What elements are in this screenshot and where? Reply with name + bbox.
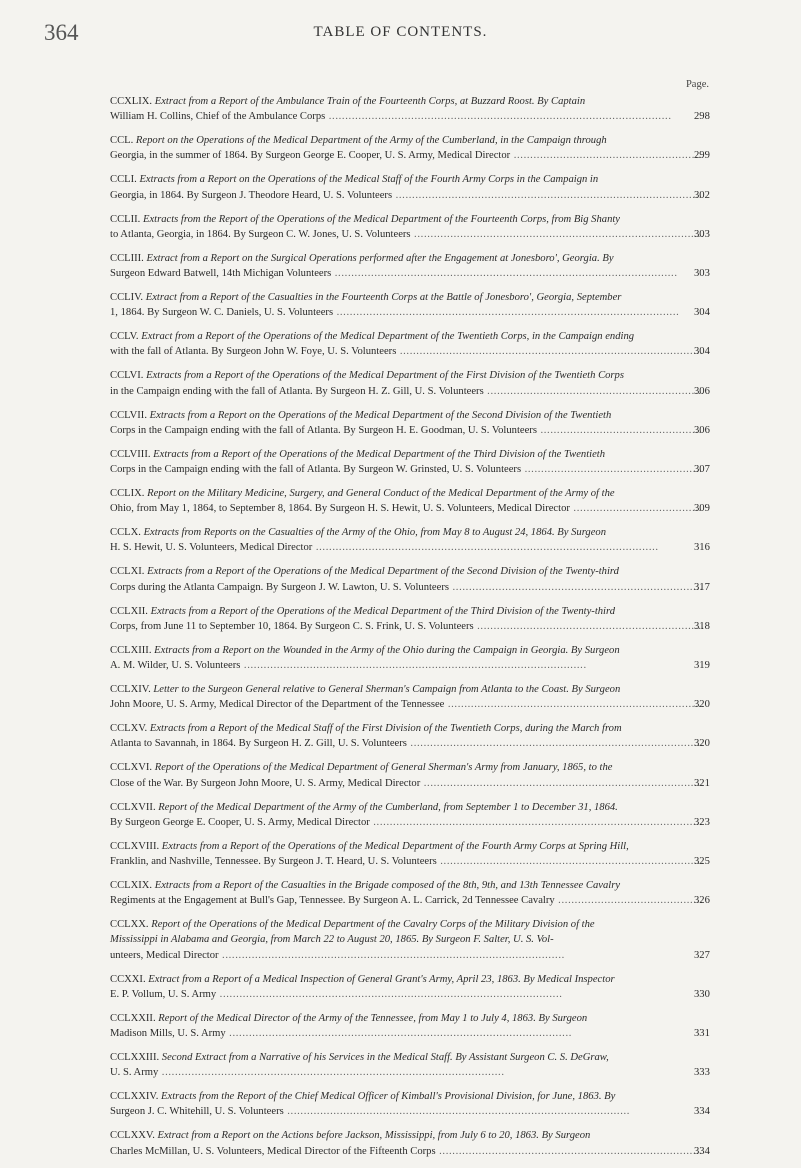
entry-number: CCLXX.: [110, 919, 149, 931]
entry-page-number: 304: [694, 346, 710, 358]
toc-entry: [110, 800, 710, 830]
toc-entry: [110, 1089, 710, 1119]
dot-leader: [414, 227, 703, 242]
entry-author-line: John Moore, U. S. Army, Medical Director of the Department of the Tennessee: [110, 699, 445, 711]
dot-leader: [287, 1104, 703, 1119]
dot-leader: [222, 948, 703, 963]
entry-number: CCLIV.: [110, 292, 144, 304]
entry-author-line: E. P. Vollum, U. S. Army: [110, 988, 217, 1000]
entry-page-number: 316: [694, 542, 710, 554]
entry-author-line: to Atlanta, Georgia, in 1864. By Surgeon C. W. Jones, U. S. Volunteers: [110, 228, 411, 240]
toc-entry: [110, 525, 710, 555]
toc-entry: [110, 172, 710, 202]
entry-author-line: Charles McMillan, U. S. Volunteers, Medical Director of the Fifteenth Corps: [110, 1145, 436, 1157]
entry-title-line: Extracts from a Report of the Operations of the Medical Department of the Fourth Army Corps at Spring Hill,: [161, 840, 629, 852]
entry-author-line: Georgia, in 1864. By Surgeon J. Theodore Heard, U. S. Volunteers: [110, 189, 393, 201]
toc-entry: [110, 408, 710, 438]
toc-entry: [110, 604, 710, 634]
toc-entry: [110, 290, 710, 320]
entry-author-line: Surgeon Edward Batwell, 14th Michigan Volunteers: [110, 268, 332, 280]
entry-title-line: Extracts from a Report of the Casualties in the Brigade composed of the 8th, 9th, and 13th Tennessee Cavalry: [154, 880, 621, 892]
entry-number: CCLV.: [110, 331, 139, 343]
toc-entry: [110, 1050, 710, 1080]
entry-title-line: Extracts from a Report on the Operations of the Medical Department of the Second Division of the Twentieth: [149, 409, 612, 421]
entry-title-line: Extract from a Report of the Casualties in the Fourteenth Corps at the Battle of Jonesboro', Georgia, September: [145, 292, 622, 304]
entry-title-line: Report of the Medical Department of the Army of the Cumberland, from September 1 to December 31, 1864.: [158, 801, 618, 813]
dot-leader: [161, 1065, 703, 1080]
entry-page-number: 327: [694, 949, 710, 961]
running-title: TABLE OF CONTENTS.: [313, 24, 488, 40]
entry-author-line: unteers, Medical Director: [110, 949, 219, 961]
dot-leader: [315, 540, 703, 555]
entry-title-line: Extracts from a Report of the Operations of the Medical Department of the Second Division of the Twenty-third: [147, 566, 619, 578]
entry-title-line: Report of the Medical Director of the Army of the Tennessee, from May 1 to July 4, 1863. By Surgeon: [158, 1012, 588, 1024]
page-number: 364: [44, 20, 79, 45]
dot-leader: [558, 893, 703, 908]
entry-page-number: 303: [694, 228, 710, 240]
entry-author-line: By Surgeon George E. Cooper, U. S. Army, Medical Director: [110, 816, 370, 828]
dot-leader: [395, 188, 703, 203]
entry-title-line: Extracts from a Report on the Operations of the Medical Staff of the Fourth Army Corps in the Campaign in: [139, 174, 599, 186]
toc-entry: [110, 486, 710, 516]
entry-author-line: Corps during the Atlanta Campaign. By Surgeon J. W. Lawton, U. S. Volunteers: [110, 581, 449, 593]
entry-page-number: 304: [694, 307, 710, 319]
page-column-label: Page.: [685, 79, 709, 90]
entry-page-number: 299: [694, 150, 710, 162]
dot-leader: [410, 736, 703, 751]
entry-author-line: U. S. Army: [110, 1067, 159, 1079]
entry-page-number: 320: [694, 699, 710, 711]
dot-leader: [334, 266, 703, 281]
entry-author-line: Corps, from June 11 to September 10, 1864. By Surgeon C. S. Frink, U. S. Volunteers: [110, 620, 474, 632]
dot-leader: [447, 697, 703, 712]
entry-title-line: Extract from a Report on the Surgical Operations performed after the Engagement at Jonesboro', Georgia. By: [146, 252, 614, 264]
entry-page-number: 303: [694, 268, 710, 280]
entry-author-line: Regiments at the Engagement at Bull's Gap, Tennessee. By Surgeon A. L. Carrick, 2d Tennessee Cavalry: [110, 895, 555, 907]
toc-entry: [110, 94, 710, 124]
entry-number: CCLXII.: [110, 605, 148, 617]
entry-number: CCLI.: [110, 174, 137, 186]
toc-entry: [110, 133, 710, 163]
toc-entry: [110, 878, 710, 908]
entry-page-number: 307: [694, 464, 710, 476]
entry-title-line: Extracts from a Report on the Wounded in the Army of the Ohio during the Campaign in Georgia. By Surgeon: [154, 644, 620, 656]
entry-page-number: 323: [694, 816, 710, 828]
entry-number: CCLXVIII.: [110, 840, 160, 852]
dot-leader: [423, 776, 703, 791]
entry-author-line: Corps in the Campaign ending with the fall of Atlanta. By Surgeon W. Grinsted, U. S. Volunteers: [110, 464, 522, 476]
entry-author-line: Corps in the Campaign ending with the fall of Atlanta. By Surgeon H. E. Goodman, U. S. Volunteers: [110, 424, 537, 436]
entry-title-line: Extracts from Reports on the Casualties of the Army of the Ohio, from May 8 to August 24, 1864. By Surgeon: [143, 527, 607, 539]
entry-number: CCLXIX.: [110, 880, 153, 892]
toc-entry: [110, 447, 710, 477]
entry-title-line: Mississippi in Alabama and Georgia, from March 22 to August 20, 1865. By Surgeon F. Salter, U. S. Vol-: [110, 934, 554, 946]
entry-page-number: 331: [694, 1028, 710, 1040]
entry-author-line: A. M. Wilder, U. S. Volunteers: [110, 660, 241, 672]
dot-leader: [452, 580, 703, 595]
entry-page-number: 334: [694, 1145, 710, 1157]
dot-leader: [399, 344, 703, 359]
dot-leader: [440, 854, 703, 869]
entry-title-line: Extracts from the Report of the Chief Medical Officer of Kimball's Provisional Division, for June, 1863. By: [161, 1091, 616, 1103]
entry-number: CCLXXIV.: [110, 1091, 159, 1103]
toc-entry: [110, 839, 710, 869]
entry-number: CCLVIII.: [110, 448, 151, 460]
entry-author-line: Surgeon J. C. Whitehill, U. S. Volunteers: [110, 1106, 284, 1118]
entry-title-line: Letter to the Surgeon General relative to General Sherman's Campaign from Atlanta to the Coast. By Surgeon: [153, 684, 621, 696]
entry-title-line: Extract from a Report of the Operations of the Medical Department of the Twentieth Corps, in the Campaign ending: [141, 331, 635, 343]
entry-number: CCLXIV.: [110, 684, 151, 696]
entry-page-number: 318: [694, 620, 710, 632]
entry-number: CCLXV.: [110, 723, 148, 735]
entry-number: CCLII.: [110, 213, 141, 225]
toc-entry: [110, 1128, 710, 1158]
entry-number: CCLIX.: [110, 488, 145, 500]
entry-author-line: Atlanta to Savannah, in 1864. By Surgeon H. Z. Gill, U. S. Volunteers: [110, 738, 407, 750]
entry-page-number: 298: [694, 111, 710, 123]
table-of-contents: [110, 94, 710, 1168]
entry-author-line: William H. Collins, Chief of the Ambulance Corps: [110, 111, 326, 123]
toc-entry: [110, 329, 710, 359]
dot-leader: [513, 148, 703, 163]
dot-leader: [477, 619, 703, 634]
entry-number: CCLVI.: [110, 370, 144, 382]
entry-page-number: 302: [694, 189, 710, 201]
toc-entry: [110, 251, 710, 281]
entry-title-line: Report of the Operations of the Medical Department of the Cavalry Corps of the Military Division of the: [151, 919, 595, 931]
entry-page-number: 334: [694, 1106, 710, 1118]
toc-entry: [110, 1011, 710, 1041]
entry-author-line: Franklin, and Nashville, Tennessee. By Surgeon J. T. Heard, U. S. Volunteers: [110, 856, 437, 868]
dot-leader: [229, 1026, 703, 1041]
dot-leader: [336, 305, 703, 320]
entry-title-line: Extracts from a Report of the Operations of the Medical Department of the Third Division of the Twenty-third: [150, 605, 616, 617]
entry-author-line: with the fall of Atlanta. By Surgeon John W. Foye, U. S. Volunteers: [110, 346, 397, 358]
entry-number: CCLXVI.: [110, 762, 153, 774]
entry-title-line: Report on the Operations of the Medical Department of the Army of the Cumberland, in the Campaign through: [135, 135, 607, 147]
entry-number: CCLX.: [110, 527, 141, 539]
entry-number: CCLXI.: [110, 566, 145, 578]
entry-number: CCL.: [110, 135, 134, 147]
toc-entry: [110, 212, 710, 242]
entry-author-line: Madison Mills, U. S. Army: [110, 1028, 226, 1040]
entry-title-line: Extracts from the Report of the Operations of the Medical Department of the Fourteenth Corps, from Big Shanty: [142, 213, 621, 225]
entry-page-number: 326: [694, 895, 710, 907]
entry-author-line: Close of the War. By Surgeon John Moore, U. S. Army, Medical Director: [110, 777, 421, 789]
entry-number: CCLXXII.: [110, 1012, 156, 1024]
entry-page-number: 309: [694, 503, 710, 515]
toc-entry: [110, 760, 710, 790]
dot-leader: [540, 423, 703, 438]
toc-entry: [110, 917, 710, 963]
toc-entry: [110, 682, 710, 712]
entry-page-number: 330: [694, 988, 710, 1000]
entry-number: CCLIII.: [110, 252, 144, 264]
entry-title-line: Extract from a Report of a Medical Inspection of General Grant's Army, April 23, 1863. By Medical Inspector: [148, 973, 615, 985]
toc-entry: [110, 721, 710, 751]
dot-leader: [328, 109, 703, 124]
entry-number: CCLXVII.: [110, 801, 156, 813]
entry-page-number: 325: [694, 856, 710, 868]
toc-entry: [110, 564, 710, 594]
entry-author-line: 1, 1864. By Surgeon W. C. Daniels, U. S. Volunteers: [110, 307, 334, 319]
entry-author-line: in the Campaign ending with the fall of Atlanta. By Surgeon H. Z. Gill, U. S. Volunteers: [110, 385, 484, 397]
entry-author-line: H. S. Hewit, U. S. Volunteers, Medical Director: [110, 542, 313, 554]
dot-leader: [487, 384, 703, 399]
entry-title-line: Report of the Operations of the Medical Department of General Sherman's Army from January, 1865, to the: [154, 762, 613, 774]
dot-leader: [524, 462, 703, 477]
entry-number: CCXLIX.: [110, 96, 153, 107]
entry-number: CCLXXV.: [110, 1130, 155, 1142]
dot-leader: [439, 1144, 703, 1159]
entry-page-number: 320: [694, 738, 710, 750]
entry-title-line: Second Extract from a Narrative of his Services in the Medical Staff. By Assistant Surgeon C. S. DeGraw,: [161, 1052, 609, 1064]
dot-leader: [219, 987, 703, 1002]
dot-leader: [573, 501, 703, 516]
entry-title-line: Extracts from a Report of the Operations of the Medical Department of the Third Division of the Twentieth: [153, 448, 606, 460]
toc-entry: [110, 972, 710, 1002]
toc-entry: [110, 643, 710, 673]
entry-title-line: Extracts from a Report of the Medical Staff of the First Division of the Twentieth Corps, during the March from: [149, 723, 622, 735]
entry-title-line: Report on the Military Medicine, Surgery, and General Conduct of the Medical Department of the Army of the: [147, 488, 615, 500]
entry-author-line: Ohio, from May 1, 1864, to September 8, 1864. By Surgeon H. S. Hewit, U. S. Volunteers, Medical Director: [110, 503, 570, 515]
dot-leader: [373, 815, 703, 830]
entry-page-number: 333: [694, 1067, 710, 1079]
entry-title-line: Extract from a Report of the Ambulance Train of the Fourteenth Corps, at Buzzard Roost. By Captain: [154, 96, 586, 107]
entry-page-number: 317: [694, 581, 710, 593]
entry-author-line: Georgia, in the summer of 1864. By Surgeon George E. Cooper, U. S. Army, Medical Director: [110, 150, 511, 162]
toc-entry: [110, 368, 710, 398]
entry-page-number: 319: [694, 660, 710, 672]
entry-title-line: Extracts from a Report of the Operations of the Medical Department of the First Division of the Twentieth Corps: [146, 370, 624, 382]
dot-leader: [243, 658, 703, 673]
entry-page-number: 306: [694, 424, 710, 436]
entry-page-number: 306: [694, 385, 710, 397]
entry-number: CCLVII.: [110, 409, 147, 421]
entry-title-line: Extract from a Report on the Actions before Jackson, Mississippi, from July 6 to 20, 1863. By Surgeon: [157, 1130, 591, 1142]
entry-number: CCXXI.: [110, 973, 146, 985]
entry-number: CCLXIII.: [110, 644, 152, 656]
entry-number: CCLXXIII.: [110, 1052, 160, 1064]
entry-page-number: 321: [694, 777, 710, 789]
